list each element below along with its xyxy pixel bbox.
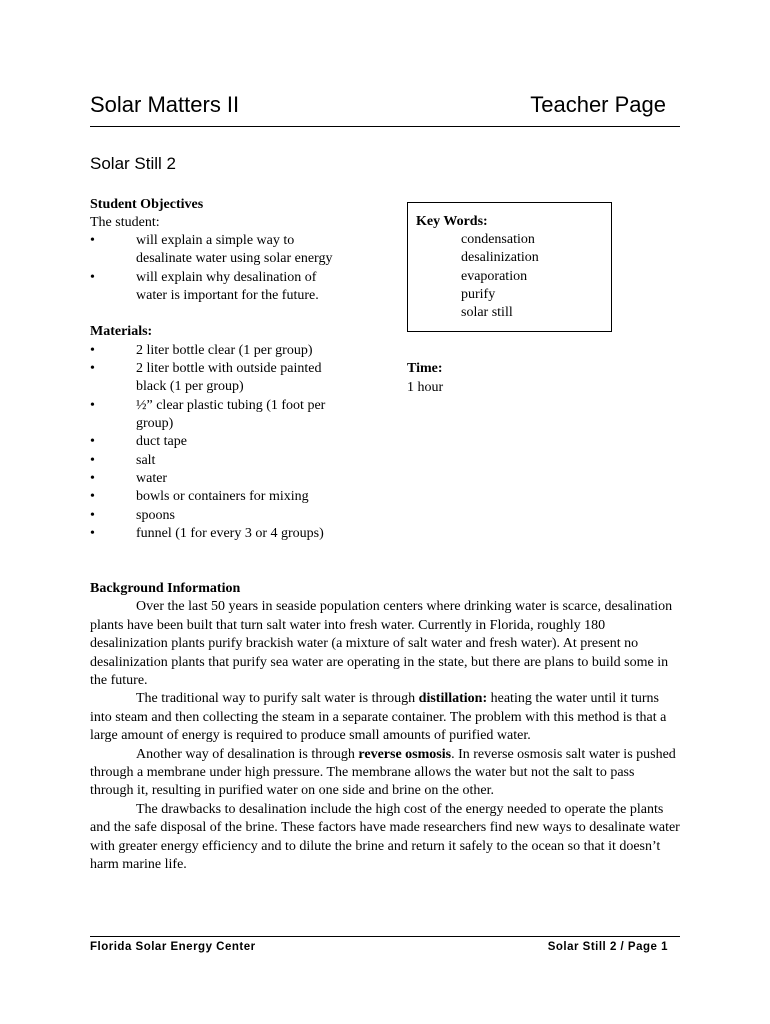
background-heading: Background Information	[90, 581, 241, 596]
material-item-line: duct tape	[136, 434, 187, 449]
term-reverse-osmosis: reverse osmosis	[358, 746, 452, 762]
key-word: desalinization	[461, 250, 539, 265]
objective-item-line: will explain why desalination of	[136, 270, 317, 285]
material-item-line: bowls or containers for mixing	[136, 489, 309, 504]
bullet: •	[90, 361, 95, 376]
lesson-title: Solar Still 2	[90, 154, 176, 173]
bullet: •	[90, 233, 95, 248]
text-run: heating the water until it turns into steam and then collecting the steam in a separate container. The problem with this method is that a large amount of energy is required to produce small amounts of purified water.	[90, 691, 667, 744]
material-item-line: spoons	[136, 508, 175, 523]
key-word: solar still	[461, 305, 513, 320]
material-item-line: water	[136, 471, 168, 486]
background-paragraph: The drawbacks to desalination include the high cost of the energy needed to operate the plants and the safe disposal of the brine. These factors have made researchers find new ways to desalinate water with greater energy efficiency and to dilute the brine and return it safely to the ocean so that it doesn’t harm marine life.	[90, 801, 680, 873]
objective-item-line: will explain a simple way to	[136, 233, 295, 248]
background-paragraph	[90, 690, 680, 745]
key-word: purify	[461, 287, 496, 302]
bullet: •	[90, 343, 95, 358]
bullet: •	[90, 434, 95, 449]
footer-rule	[90, 936, 680, 937]
time-value: 1 hour	[407, 380, 444, 395]
objective-item-line: water is important for the future.	[136, 288, 319, 303]
materials-heading: Materials:	[90, 324, 153, 339]
text-run: . In reverse osmosis salt water is pushed through a membrane under high pressure. The membrane allows the water but not the salt to pass through it, resulting in purified water on one side and brine on the other.	[90, 746, 676, 799]
material-item-line: ½” clear plastic tubing (1 foot per	[136, 398, 326, 413]
background-paragraph: Over the last 50 years in seaside population centers where drinking water is scarce, desalination plants have been built that turn salt water into fresh water. Currently in Florida, roughly 180 desalinization plants purify brackish water (a mixture of salt water and fresh water). At present no desalinization plants that purify sea water are operating in the state, but there are plans to build some in the future.	[90, 599, 673, 689]
background-paragraph	[90, 746, 680, 801]
page-header	[90, 92, 680, 126]
objectives-intro: The student:	[90, 215, 160, 230]
material-item-line: funnel (1 for every 3 or 4 groups)	[136, 526, 324, 541]
material-item-line: 2 liter bottle with outside painted	[136, 361, 322, 376]
bullet: •	[90, 489, 95, 504]
term-distillation: distillation:	[418, 691, 488, 707]
header-rule	[90, 126, 680, 127]
material-item-line: black (1 per group)	[136, 379, 244, 394]
background-section	[90, 580, 680, 875]
bullet: •	[90, 526, 95, 541]
time-heading: Time:	[407, 361, 443, 376]
key-words-heading: Key Words:	[416, 214, 488, 229]
objectives-heading: Student Objectives	[90, 197, 204, 212]
material-item-line: salt	[136, 453, 156, 468]
footer-page-label: Solar Still 2 / Page 1	[547, 941, 668, 953]
key-word: evaporation	[461, 269, 528, 284]
bullet: •	[90, 453, 95, 468]
material-item-line: group)	[136, 416, 174, 431]
key-word: condensation	[461, 232, 535, 247]
bullet: •	[90, 508, 95, 523]
footer-organization: Florida Solar Energy Center	[90, 941, 256, 953]
bullet: •	[90, 398, 95, 413]
bullet: •	[90, 270, 95, 285]
page-type-label: Teacher Page	[530, 92, 666, 117]
material-item-line: 2 liter bottle clear (1 per group)	[136, 343, 313, 358]
text-run: The traditional way to purify salt water is through	[136, 691, 419, 707]
text-run: Another way of desalination is through	[136, 746, 359, 762]
objective-item-line: desalinate water using solar energy	[136, 251, 333, 266]
series-title: Solar Matters II	[90, 92, 240, 117]
bullet: •	[90, 471, 95, 486]
